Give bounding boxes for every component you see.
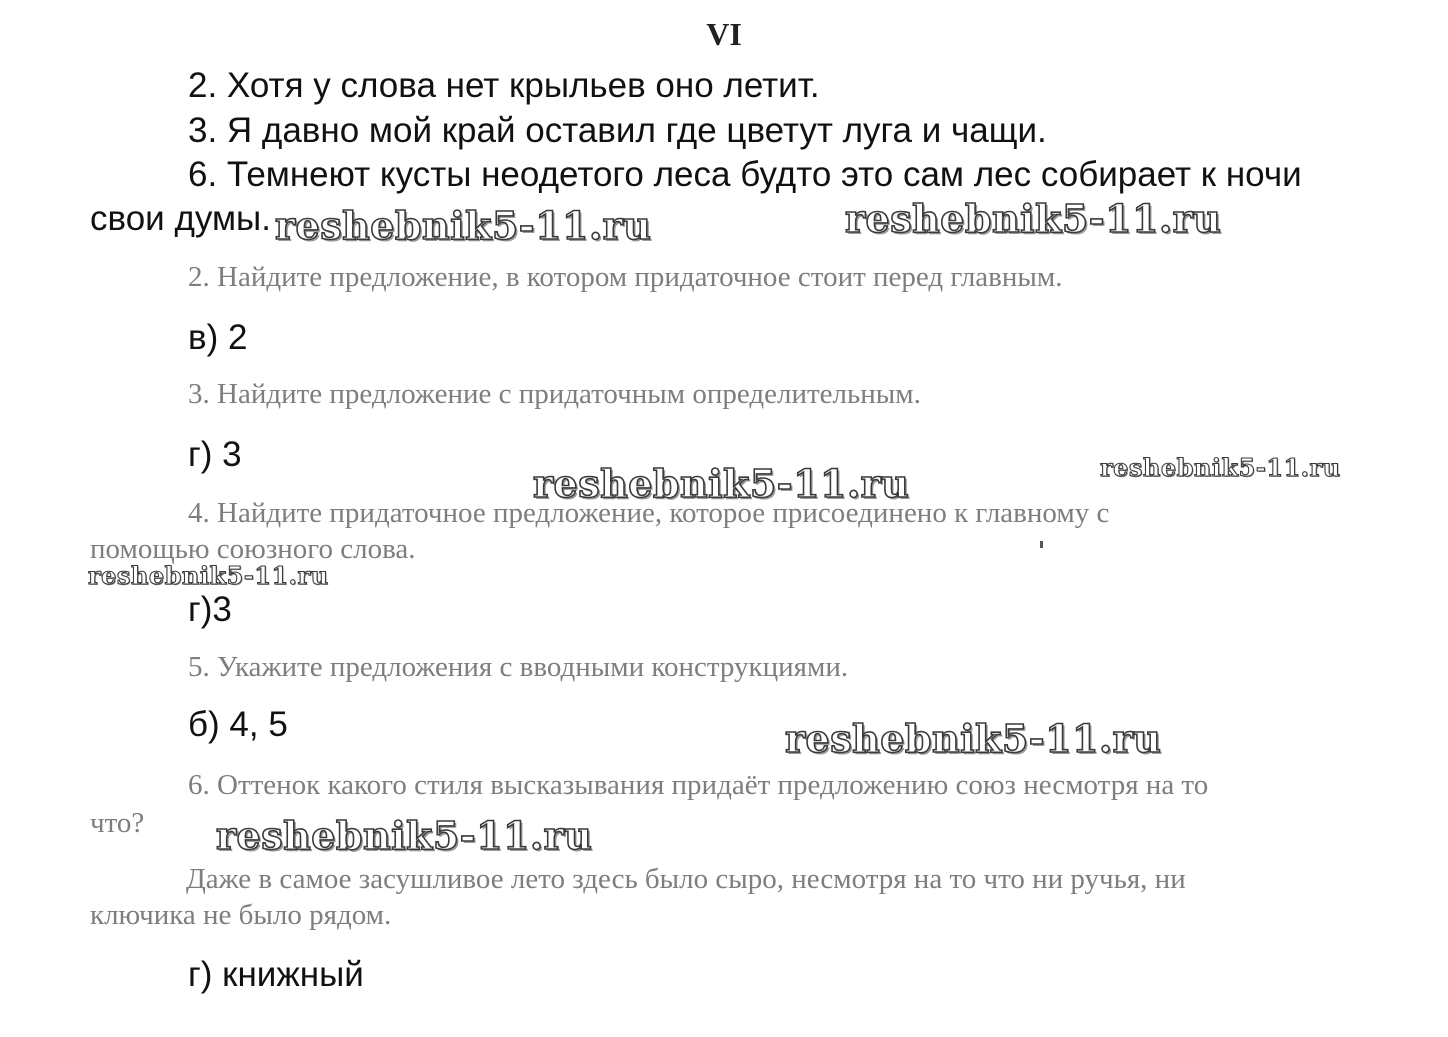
sentence-2: 2. Хотя у слова нет крыльев оно летит.	[188, 66, 820, 105]
watermark-text: reshebnik5-11.ru	[275, 203, 652, 248]
watermark-text: reshebnik5-11.ru	[216, 813, 593, 858]
task-2-answer: в) 2	[188, 318, 248, 357]
task-2-question: 2. Найдите предложение, в котором придаточное стоит перед главным.	[188, 261, 1063, 293]
watermark-text: reshebnik5-11.ru	[845, 196, 1222, 241]
task-4-answer: г)3	[188, 590, 232, 629]
sentence-3: 3. Я давно мой край оставил где цветут луга и чащи.	[188, 111, 1047, 150]
watermark-text: reshebnik5-11.ru	[88, 561, 329, 590]
watermark-text: reshebnik5-11.ru	[785, 716, 1162, 761]
task-6-example-line-1: Даже в самое засушливое лето здесь было сыро, несмотря на то что ни ручья, ни	[186, 863, 1186, 895]
task-6-question-line-2: что?	[90, 807, 145, 839]
task-6-answer: г) книжный	[188, 955, 364, 994]
watermark-text: reshebnik5-11.ru	[1100, 453, 1341, 482]
section-heading: VI	[706, 16, 742, 52]
task-3-answer: г) 3	[188, 435, 242, 474]
task-4-question-line-2: помощью союзного слова.	[90, 533, 416, 565]
task-4-question-line-1: 4. Найдите придаточное предложение, которое присоединено к главному с	[188, 497, 1110, 529]
task-5-question: 5. Укажите предложения с вводными конструкциями.	[188, 651, 849, 683]
task-5-answer: б) 4, 5	[188, 705, 288, 744]
sentence-6-line-2: свои думы.	[90, 199, 271, 238]
task-6-question-line-1: 6. Оттенок какого стиля высказывания придаёт предложению союз несмотря на то	[188, 769, 1209, 801]
watermark-text: reshebnik5-11.ru	[533, 461, 910, 506]
task-6-example-line-2: ключика не было рядом.	[90, 899, 392, 931]
task-3-question: 3. Найдите предложение с придаточным определительным.	[188, 378, 921, 410]
sentence-6-line-1: 6. Темнеют кусты неодетого леса будто это сам лес собирает к ночи	[188, 155, 1302, 194]
scan-speck	[1040, 541, 1043, 548]
